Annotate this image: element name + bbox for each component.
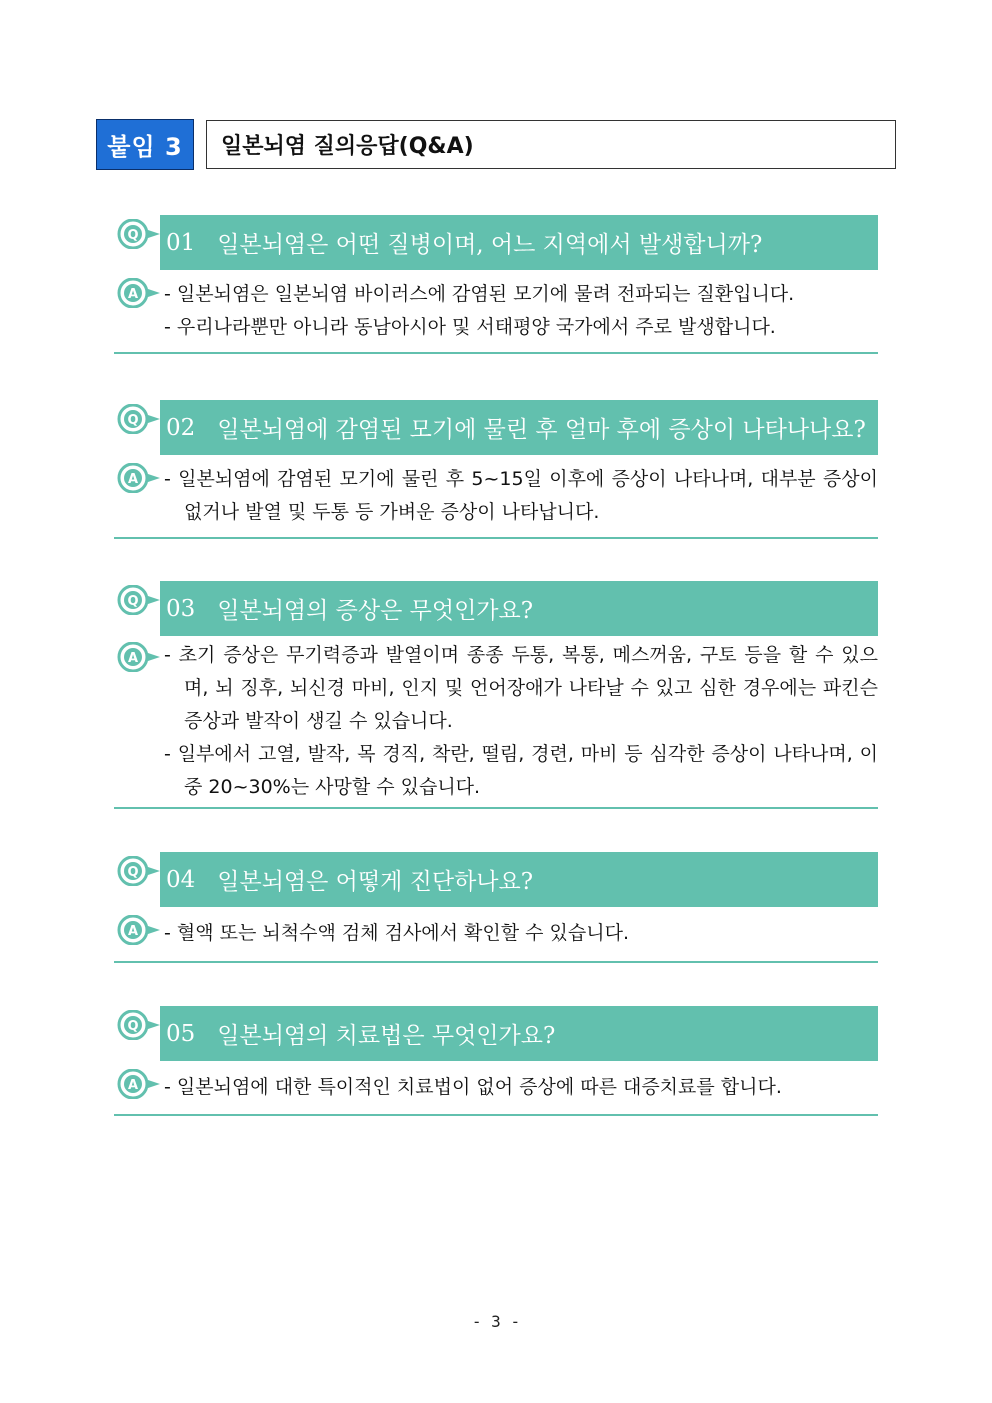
question-text: 일본뇌염은 어떤 질병이며, 어느 지역에서 발생합니까?: [217, 232, 763, 258]
answer-list: [164, 278, 878, 344]
question-bar: [160, 581, 878, 636]
svg-text:A: A: [127, 1078, 139, 1093]
question-number: 02: [166, 414, 196, 441]
annex-badge: 붙임 3: [96, 119, 194, 170]
a-bubble-icon: [116, 642, 160, 672]
question-text: 일본뇌염에 감염된 모기에 물린 후 얼마 후에 증상이 나타나나요?: [217, 417, 866, 443]
svg-text:Q: Q: [127, 594, 139, 609]
section-divider: [114, 807, 878, 809]
q-bubble-icon: [116, 1010, 160, 1040]
a-bubble-icon: [116, 278, 160, 308]
q-bubble-icon: [116, 404, 160, 434]
svg-text:A: A: [127, 924, 139, 939]
section-divider: [114, 352, 878, 354]
svg-text:A: A: [127, 651, 139, 666]
question-bar: [160, 215, 878, 270]
answer-list: [164, 463, 878, 529]
section-divider: [114, 1114, 878, 1116]
svg-text:A: A: [127, 472, 139, 487]
answer-list: [164, 917, 878, 950]
answer-item: - 일본뇌염에 감염된 모기에 물린 후 5~15일 이후에 증상이 나타나며, 대부분 증상이 없거나 발열 및 두통 등 가벼운 증상이 나타납니다.: [164, 468, 878, 523]
question-number: 03: [166, 595, 196, 622]
question-text: 일본뇌염은 어떻게 진단하나요?: [217, 869, 534, 895]
answer-item: - 우리나라뿐만 아니라 동남아시아 및 서태평양 국가에서 주로 발생합니다.: [164, 316, 776, 338]
a-bubble-icon: [116, 915, 160, 945]
question-text: 일본뇌염의 치료법은 무엇인가요?: [217, 1023, 556, 1049]
svg-text:A: A: [127, 287, 139, 302]
page-number: - 3 -: [471, 1312, 521, 1331]
a-bubble-icon: [116, 463, 160, 493]
question-text: 일본뇌염의 증상은 무엇인가요?: [217, 598, 534, 624]
qa-item-05: [114, 1006, 878, 1121]
question-bar: [160, 852, 878, 907]
svg-text:Q: Q: [127, 865, 139, 880]
qa-item-02: [114, 400, 878, 540]
svg-text:Q: Q: [127, 228, 139, 243]
answer-item: - 일본뇌염에 대한 특이적인 치료법이 없어 증상에 따른 대증치료를 합니다.: [164, 1076, 782, 1098]
question-bar: [160, 1006, 878, 1061]
annex-header: [96, 119, 896, 170]
svg-text:Q: Q: [127, 413, 139, 428]
answer-item: - 초기 증상은 무기력증과 발열이며 종종 두통, 복통, 메스꺼움, 구토 등을 할 수 있으며, 뇌 징후, 뇌신경 마비, 인지 및 언어장애가 나타날 수 있고 심한 경우에는 파킨슨 증상과 발작이 생길 수 있습니다.: [164, 644, 878, 732]
answer-item: - 혈액 또는 뇌척수액 검체 검사에서 확인할 수 있습니다.: [164, 922, 630, 944]
q-bubble-icon: [116, 219, 160, 249]
q-bubble-icon: [116, 856, 160, 886]
question-number: 04: [166, 866, 196, 893]
answer-list: [164, 639, 878, 804]
q-bubble-icon: [116, 585, 160, 615]
a-bubble-icon: [116, 1069, 160, 1099]
question-number: 05: [166, 1020, 196, 1047]
section-divider: [114, 537, 878, 539]
qa-item-01: [114, 215, 878, 355]
svg-text:Q: Q: [127, 1019, 139, 1034]
question-bar: [160, 400, 878, 455]
answer-list: [164, 1071, 878, 1104]
answer-item: - 일부에서 고열, 발작, 목 경직, 착란, 떨림, 경련, 마비 등 심각한 증상이 나타나며, 이 중 20~30%는 사망할 수 있습니다.: [164, 743, 878, 798]
question-number: 01: [166, 229, 196, 256]
qa-item-04: [114, 852, 878, 967]
qa-item-03: [114, 581, 878, 811]
answer-item: - 일본뇌염은 일본뇌염 바이러스에 감염된 모기에 물려 전파되는 질환입니다.: [164, 283, 795, 305]
page-title: 일본뇌염 질의응답(Q&A): [206, 120, 896, 169]
section-divider: [114, 961, 878, 963]
